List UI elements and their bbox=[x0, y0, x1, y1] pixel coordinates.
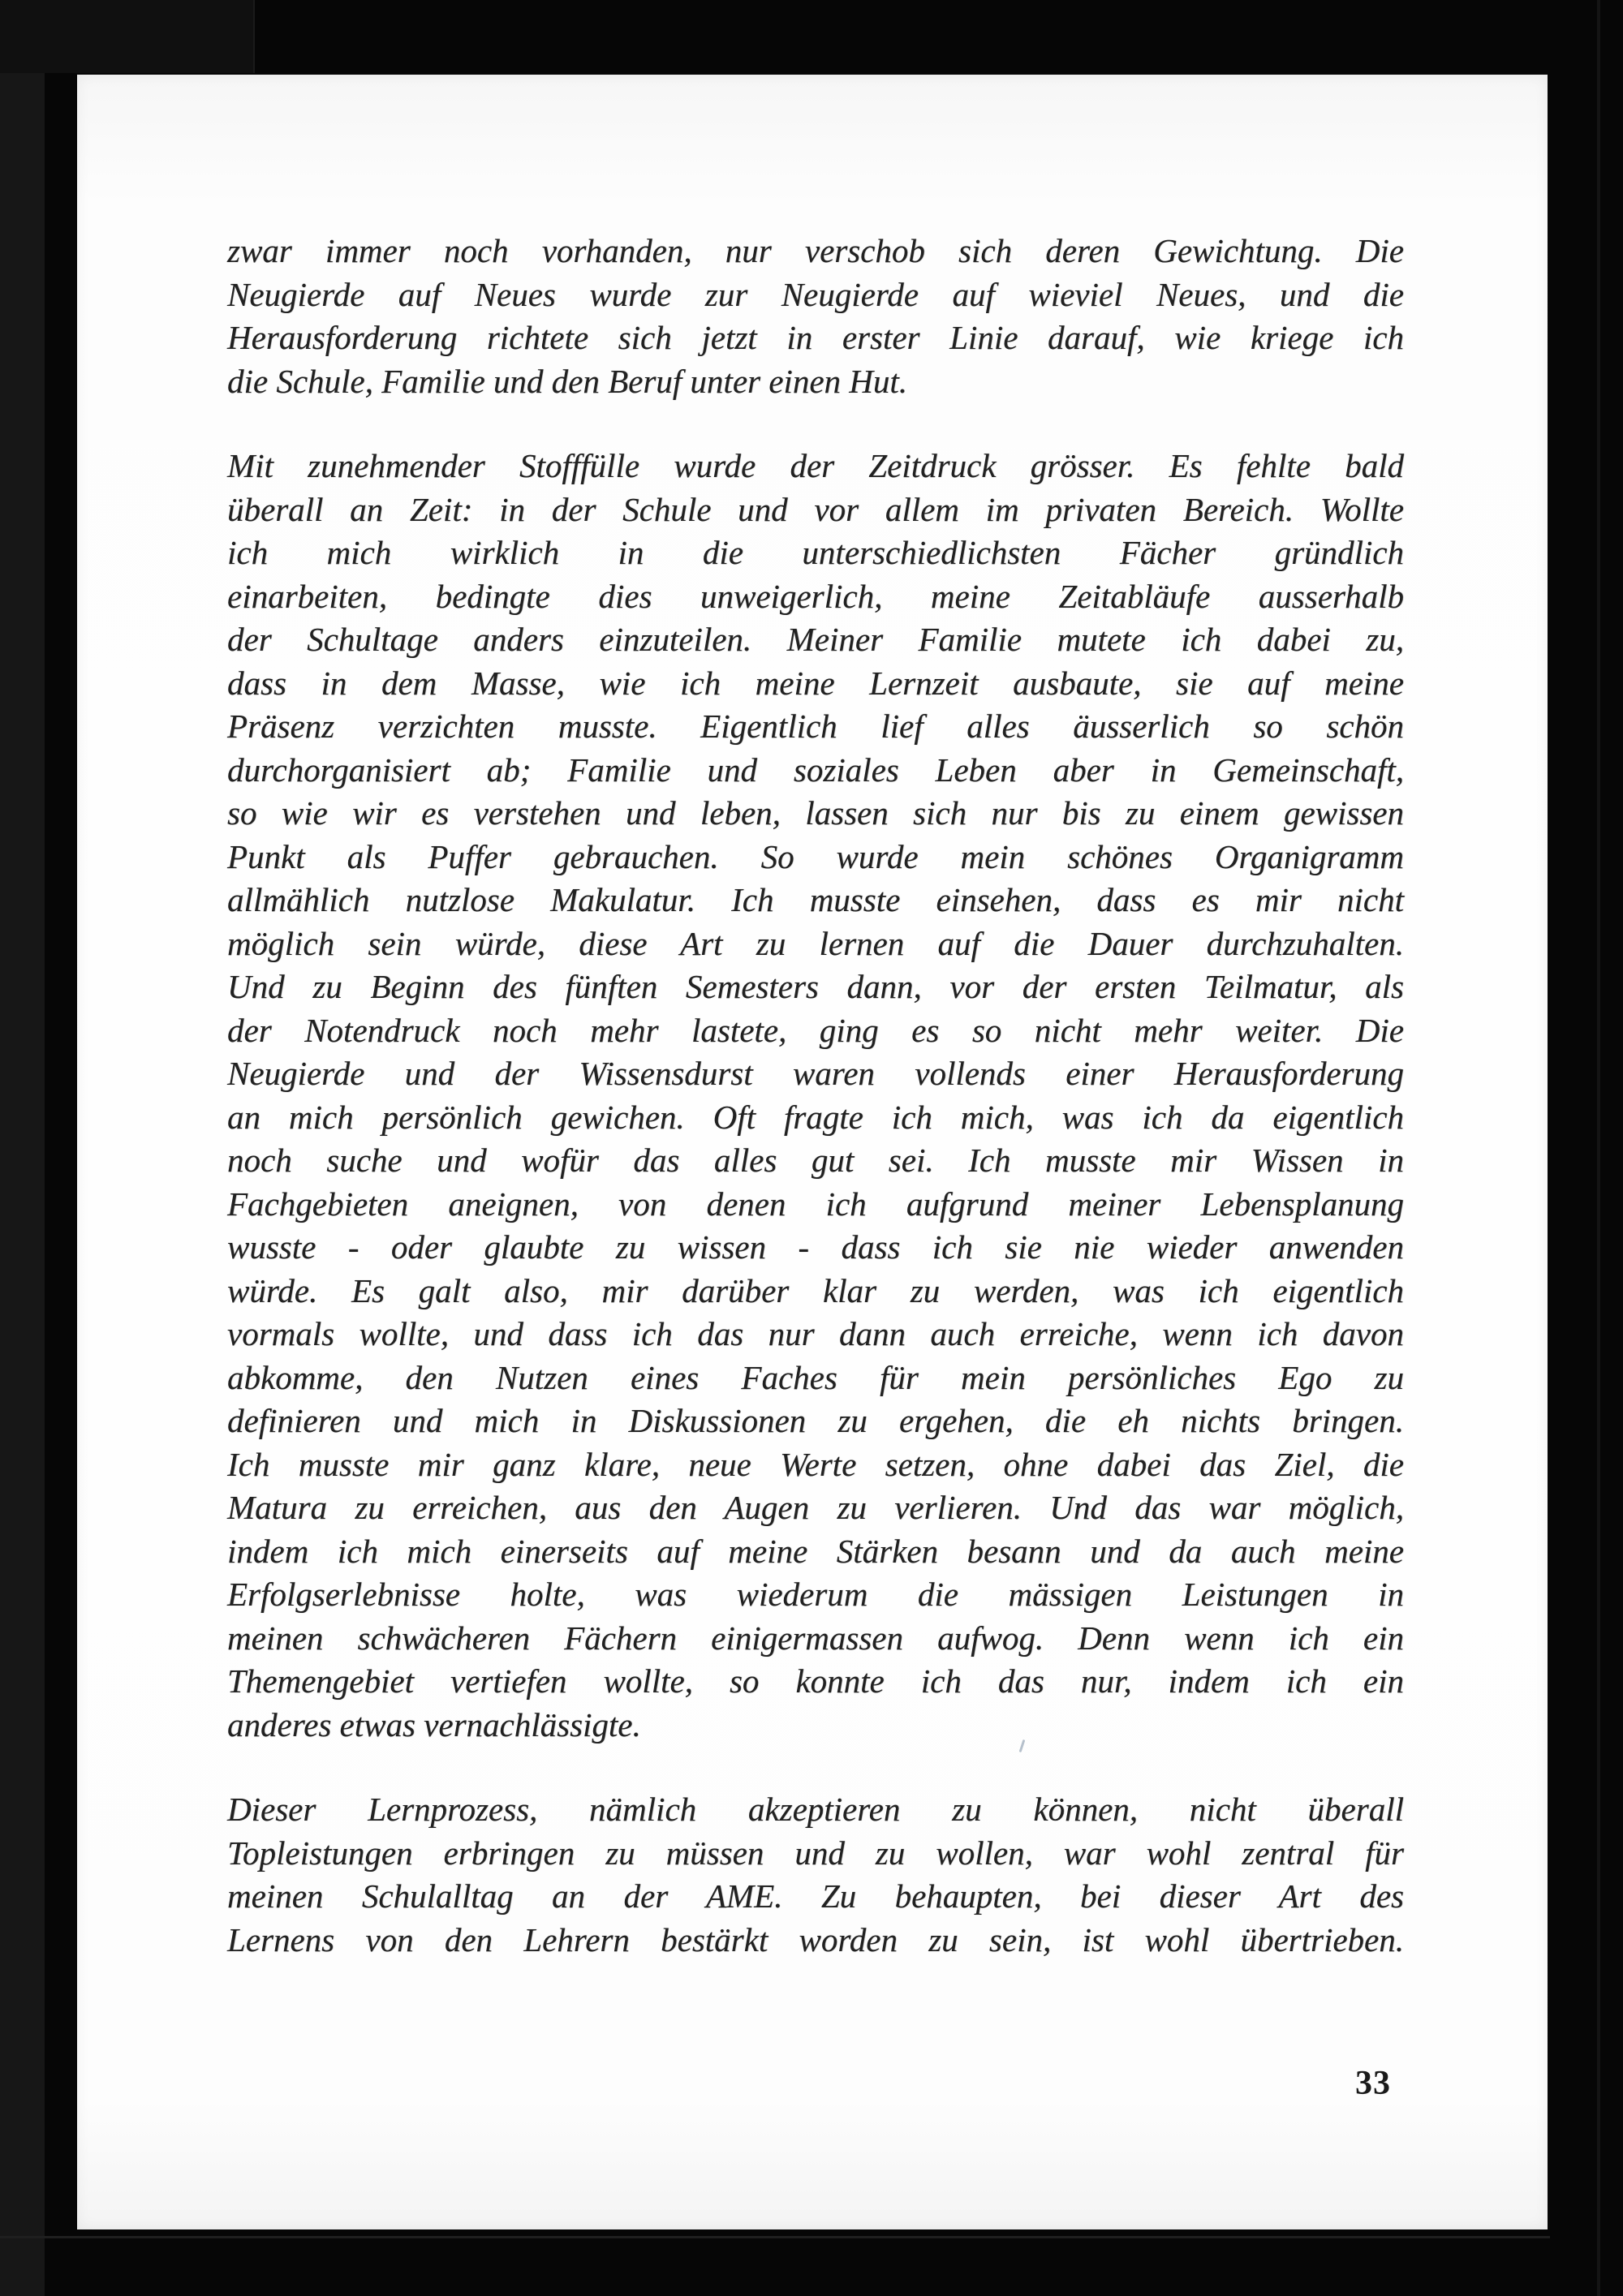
text-line: Ich musste mir ganz klare, neue Werte setzen, ohne dabei das Ziel, die bbox=[227, 1445, 1404, 1483]
book-page bbox=[77, 75, 1548, 2229]
text-line: abkomme, den Nutzen eines Faches für mein persönliches Ego zu bbox=[227, 1358, 1404, 1396]
text-line: ich mich wirklich in die unterschiedlichsten Fächer gründlich bbox=[227, 534, 1404, 571]
background-topleft-patch bbox=[0, 0, 255, 73]
text-line: Matura zu erreichen, aus den Augen zu verlieren. Und das war möglich, bbox=[227, 1489, 1404, 1526]
text-line: dass in dem Masse, wie ich meine Lernzeit ausbaute, sie auf meine bbox=[227, 664, 1404, 702]
text-line: Und zu Beginn des fünften Semesters dann, vor der ersten Teilmatur, als bbox=[227, 968, 1404, 1005]
text-line: an mich persönlich gewichen. Oft fragte ich mich, was ich da eigentlich bbox=[227, 1098, 1404, 1136]
text-line: einarbeiten, bedingte dies unweigerlich, meine Zeitabläufe ausserhalb bbox=[227, 577, 1404, 615]
text-line: Punkt als Puffer gebrauchen. So wurde mein schönes Organigramm bbox=[227, 837, 1404, 875]
text-line: Dieser Lernprozess, nämlich akzeptieren zu können, nicht überall bbox=[227, 1791, 1404, 1828]
text-line: überall an Zeit: in der Schule und vor allem im privaten Bereich. Wollte bbox=[227, 490, 1404, 528]
background-bottom-seam bbox=[0, 2236, 1550, 2238]
text-line: die Schule, Familie und den Beruf unter einen Hut. bbox=[227, 362, 908, 400]
page-number: 33 bbox=[1355, 2065, 1391, 2102]
text-line: noch suche und wofür das alles gut sei. Ich musste mir Wissen in bbox=[227, 1142, 1404, 1179]
text-line: indem ich mich einerseits auf meine Stärken besann und da auch meine bbox=[227, 1532, 1404, 1570]
paragraph bbox=[227, 1788, 1404, 1962]
text-line: Mit zunehmender Stofffülle wurde der Zeitdruck grösser. Es fehlte bald bbox=[227, 447, 1404, 484]
background-right-seam bbox=[1597, 0, 1600, 2296]
text-line: Themengebiet vertiefen wollte, so konnte ich das nur, indem ich ein bbox=[227, 1662, 1404, 1700]
text-line: wusste - oder glaubte zu wissen - dass ich sie nie wieder anwenden bbox=[227, 1228, 1404, 1266]
text-line: anderes etwas vernachlässigte. bbox=[227, 1705, 641, 1743]
background-left-strip bbox=[0, 0, 45, 2296]
paragraph bbox=[227, 445, 1404, 1747]
body-text bbox=[227, 230, 1404, 1962]
text-line: zwar immer noch vorhanden, nur verschob sich deren Gewichtung. Die bbox=[227, 232, 1404, 269]
text-line: der Schultage anders einzuteilen. Meiner Familie mutete ich dabei zu, bbox=[227, 621, 1404, 658]
text-line: Fachgebieten aneignen, von denen ich aufgrund meiner Lebensplanung bbox=[227, 1185, 1404, 1223]
text-line: meinen schwächeren Fächern einigermassen aufwog. Denn wenn ich ein bbox=[227, 1619, 1404, 1657]
text-line: Herausforderung richtete sich jetzt in erster Linie darauf, wie kriege ich bbox=[227, 319, 1404, 356]
text-line: allmählich nutzlose Makulatur. Ich musste einsehen, dass es mir nicht bbox=[227, 881, 1404, 918]
text-line: meinen Schulalltag an der AME. Zu behaupten, bei dieser Art des bbox=[227, 1877, 1404, 1915]
text-line: Neugierde auf Neues wurde zur Neugierde auf wieviel Neues, und die bbox=[227, 275, 1404, 313]
text-line: vormals wollte, und dass ich das nur dann auch erreiche, wenn ich davon bbox=[227, 1315, 1404, 1352]
text-line: Lernens von den Lehrern bestärkt worden zu sein, ist wohl übertrieben. bbox=[227, 1920, 1404, 1958]
text-line: möglich sein würde, diese Art zu lernen auf die Dauer durchzuhalten. bbox=[227, 924, 1404, 962]
text-line: würde. Es galt also, mir darüber klar zu werden, was ich eigentlich bbox=[227, 1271, 1404, 1309]
text-line: durchorganisiert ab; Familie und soziales Leben aber in Gemeinschaft, bbox=[227, 750, 1404, 789]
paragraph bbox=[227, 230, 1404, 403]
text-line: Topleistungen erbringen zu müssen und zu wollen, war wohl zentral für bbox=[227, 1834, 1404, 1872]
text-line: Präsenz verzichten musste. Eigentlich lief alles äusserlich so schön bbox=[227, 707, 1404, 745]
text-line: definieren und mich in Diskussionen zu ergehen, die eh nichts bringen. bbox=[227, 1402, 1404, 1439]
text-line: Neugierde und der Wissensdurst waren vollends einer Herausforderung bbox=[227, 1055, 1404, 1092]
text-line: der Notendruck noch mehr lastete, ging es so nicht mehr weiter. Die bbox=[227, 1011, 1404, 1049]
text-line: Erfolgserlebnisse holte, was wiederum die mässigen Leistungen in bbox=[227, 1576, 1404, 1613]
text-line: so wie wir es verstehen und leben, lassen sich nur bis zu einem gewissen bbox=[227, 794, 1404, 832]
